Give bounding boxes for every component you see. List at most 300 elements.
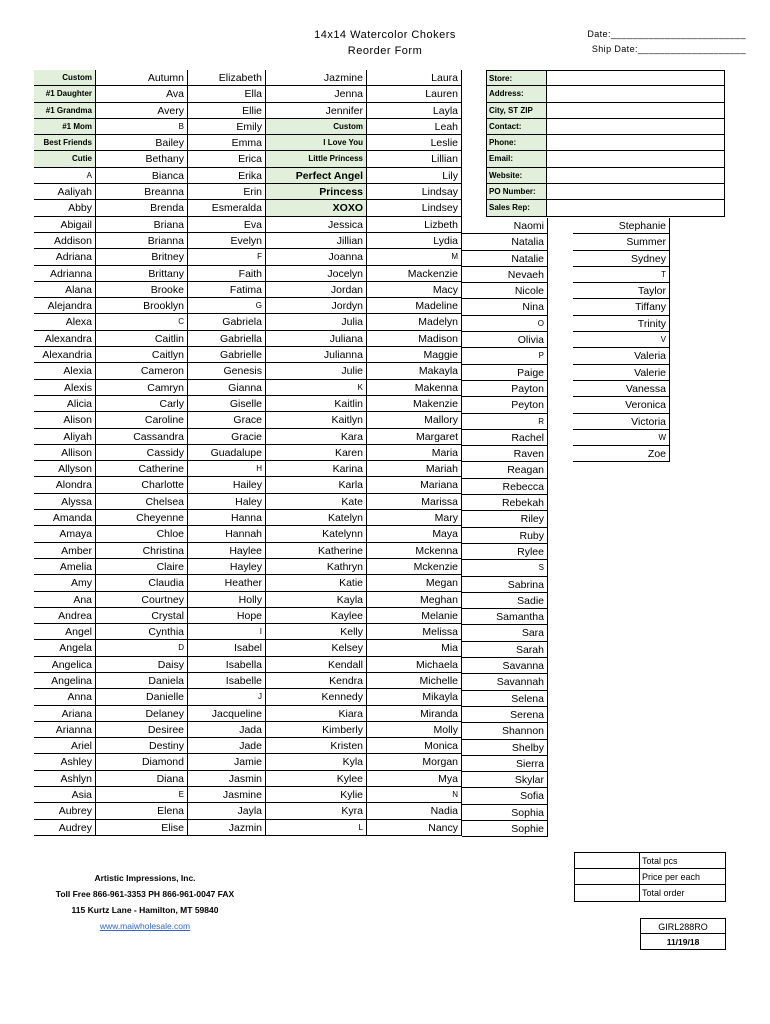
name-cell: Gabrielle xyxy=(188,347,266,363)
name-cell: Alondra xyxy=(34,477,96,493)
name-cell: Mikayla xyxy=(367,689,462,705)
name-cell: Nevaeh xyxy=(462,267,548,283)
name-cell: Reagan xyxy=(462,462,548,478)
name-cell: W xyxy=(573,430,670,446)
totals-table xyxy=(574,852,726,902)
name-cell: Amy xyxy=(34,575,96,591)
name-cell: Molly xyxy=(367,722,462,738)
store-info-label: City, ST ZIP xyxy=(486,103,547,119)
name-cell: S xyxy=(462,560,548,576)
name-cell: Valeria xyxy=(573,348,670,364)
name-cell: Hailey xyxy=(188,477,266,493)
store-info-field[interactable] xyxy=(547,135,725,151)
name-cell: Angel xyxy=(34,624,96,640)
name-cell: Gracie xyxy=(188,429,266,445)
name-cell: Courtney xyxy=(96,592,188,608)
name-cell: Caitlin xyxy=(96,331,188,347)
name-cell: Kylie xyxy=(266,787,367,803)
name-cell: Megan xyxy=(367,575,462,591)
name-cell: Diana xyxy=(96,771,188,787)
product-sku: GIRL288RO xyxy=(640,918,726,934)
name-cell: Veronica xyxy=(573,397,670,413)
name-cell: Taylor xyxy=(573,283,670,299)
name-cell: H xyxy=(188,461,266,477)
name-cell: Sophie xyxy=(462,821,548,837)
name-cell: Macy xyxy=(367,282,462,298)
name-cell: J xyxy=(188,689,266,705)
name-cell: Alicia xyxy=(34,396,96,412)
name-cell: Hayley xyxy=(188,559,266,575)
name-cell: Kara xyxy=(266,429,367,445)
name-cell: Briana xyxy=(96,217,188,233)
name-cell: Lauren xyxy=(367,86,462,102)
name-cell: Skylar xyxy=(462,772,548,788)
name-cell: Guadalupe xyxy=(188,445,266,461)
name-cell: Faith xyxy=(188,266,266,282)
name-cell: Nicole xyxy=(462,283,548,299)
name-cell: Stephanie xyxy=(573,218,670,234)
name-cell: Alexandria xyxy=(34,347,96,363)
name-cell: Melanie xyxy=(367,608,462,624)
name-cell: Caitlyn xyxy=(96,347,188,363)
name-cell: Cheyenne xyxy=(96,510,188,526)
name-cell: Joanna xyxy=(266,249,367,265)
name-cell: Evelyn xyxy=(188,233,266,249)
store-info-field[interactable] xyxy=(547,103,725,119)
name-cell: Crystal xyxy=(96,608,188,624)
name-column-6 xyxy=(462,218,548,837)
name-cell: Elise xyxy=(96,820,188,836)
name-cell: Alexandra xyxy=(34,331,96,347)
price-each-field[interactable] xyxy=(574,869,640,886)
name-cell: Aaliyah xyxy=(34,184,96,200)
name-cell: O xyxy=(462,316,548,332)
name-cell: Marissa xyxy=(367,494,462,510)
name-cell: Jada xyxy=(188,722,266,738)
company-phone: Toll Free 866-961-3353 PH 866-961-0047 FAX xyxy=(55,889,235,899)
name-cell: Alana xyxy=(34,282,96,298)
name-cell: Ella xyxy=(188,86,266,102)
name-cell: Ashley xyxy=(34,754,96,770)
name-cell: Karla xyxy=(266,477,367,493)
name-cell: Erin xyxy=(188,184,266,200)
name-cell: Maya xyxy=(367,526,462,542)
name-cell: G xyxy=(188,298,266,314)
name-cell: Brittany xyxy=(96,266,188,282)
name-cell: Amber xyxy=(34,543,96,559)
name-cell: Mackenzie xyxy=(367,266,462,282)
name-cell: Samantha xyxy=(462,609,548,625)
name-cell: Ashlyn xyxy=(34,771,96,787)
name-cell: Maria xyxy=(367,445,462,461)
name-cell: T xyxy=(573,267,670,283)
name-cell: Kelly xyxy=(266,624,367,640)
name-cell: Lindsay xyxy=(367,184,462,200)
name-cell: Claudia xyxy=(96,575,188,591)
name-cell: L xyxy=(266,820,367,836)
name-cell: Hannah xyxy=(188,526,266,542)
name-cell: Destiny xyxy=(96,738,188,754)
name-cell: Alexa xyxy=(34,314,96,330)
name-cell: Andrea xyxy=(34,608,96,624)
name-column-7 xyxy=(573,218,670,462)
name-cell: Katherine xyxy=(266,543,367,559)
name-cell: Ruby xyxy=(462,528,548,544)
name-cell: Custom xyxy=(34,70,96,86)
company-website-link[interactable]: www.maiwholesale.com xyxy=(99,921,191,931)
name-cell: Audrey xyxy=(34,820,96,836)
name-cell: Julianna xyxy=(266,347,367,363)
name-cell: Selena xyxy=(462,691,548,707)
name-cell: Allyson xyxy=(34,461,96,477)
name-cell: Brianna xyxy=(96,233,188,249)
name-cell: Summer xyxy=(573,234,670,250)
name-cell: Monica xyxy=(367,738,462,754)
name-cell: Melissa xyxy=(367,624,462,640)
name-cell: Bailey xyxy=(96,135,188,151)
name-cell: Alison xyxy=(34,412,96,428)
name-column-1 xyxy=(34,70,96,836)
company-info xyxy=(40,870,250,934)
name-cell: Mariah xyxy=(367,461,462,477)
name-cell: Mckenna xyxy=(367,543,462,559)
name-cell: Maggie xyxy=(367,347,462,363)
name-cell: Layla xyxy=(367,103,462,119)
name-cell: Cassidy xyxy=(96,445,188,461)
name-cell: Gianna xyxy=(188,380,266,396)
name-cell: Leah xyxy=(367,119,462,135)
date-label: Date:_________________________ xyxy=(587,29,746,39)
name-cell: Sadie xyxy=(462,593,548,609)
name-cell: Abby xyxy=(34,200,96,216)
name-cell: Kylee xyxy=(266,771,367,787)
store-info-values xyxy=(547,70,725,217)
name-cell: Avery xyxy=(96,103,188,119)
name-cell: K xyxy=(266,380,367,396)
name-cell: Lillian xyxy=(367,151,462,167)
name-cell: Natalia xyxy=(462,234,548,250)
name-cell: Lily xyxy=(367,168,462,184)
name-cell: Meghan xyxy=(367,592,462,608)
name-cell: Cynthia xyxy=(96,624,188,640)
name-cell: Claire xyxy=(96,559,188,575)
name-cell: Alyssa xyxy=(34,494,96,510)
name-cell: Sydney xyxy=(573,251,670,267)
name-cell: Sierra xyxy=(462,756,548,772)
name-cell: Savanna xyxy=(462,658,548,674)
name-cell: Vanessa xyxy=(573,381,670,397)
store-info-label: Sales Rep: xyxy=(486,200,547,216)
name-cell: Jenna xyxy=(266,86,367,102)
name-cell: Jade xyxy=(188,738,266,754)
store-info-field[interactable] xyxy=(547,151,725,167)
name-cell: Isabella xyxy=(188,657,266,673)
total-order-field[interactable] xyxy=(574,885,640,902)
name-cell: F xyxy=(188,249,266,265)
name-cell: Jocelyn xyxy=(266,266,367,282)
name-cell: Alejandra xyxy=(34,298,96,314)
name-cell: Gabriella xyxy=(188,331,266,347)
store-info-field[interactable] xyxy=(547,184,725,200)
name-cell: Kendra xyxy=(266,673,367,689)
name-cell: Makayla xyxy=(367,363,462,379)
store-info-label: Website: xyxy=(486,168,547,184)
name-cell: #1 Daughter xyxy=(34,86,96,102)
name-cell: Ariel xyxy=(34,738,96,754)
ship-date-label: Ship Date:____________________ xyxy=(591,44,746,54)
name-cell: B xyxy=(96,119,188,135)
name-cell: Angelina xyxy=(34,673,96,689)
name-cell: Mariana xyxy=(367,477,462,493)
store-info-label: Address: xyxy=(486,86,547,102)
name-cell: Arianna xyxy=(34,722,96,738)
name-cell: Kayla xyxy=(266,592,367,608)
name-cell: Savannah xyxy=(462,674,548,690)
store-info-label: Email: xyxy=(486,151,547,167)
name-cell: Ellie xyxy=(188,103,266,119)
name-cell: XOXO xyxy=(266,200,367,216)
name-cell: Alexis xyxy=(34,380,96,396)
name-column-4 xyxy=(266,70,367,836)
name-cell: Brooklyn xyxy=(96,298,188,314)
company-address: 115 Kurtz Lane - Hamilton, MT 59840 xyxy=(71,905,219,915)
name-cell: Jordan xyxy=(266,282,367,298)
name-cell: Little Princess xyxy=(266,151,367,167)
name-cell: Jordyn xyxy=(266,298,367,314)
name-cell: Adrianna xyxy=(34,266,96,282)
name-cell: Shelby xyxy=(462,740,548,756)
store-info-label: Contact: xyxy=(486,119,547,135)
name-cell: Brooke xyxy=(96,282,188,298)
name-cell: Perfect Angel xyxy=(266,168,367,184)
name-cell: Shannon xyxy=(462,723,548,739)
name-cell: Amelia xyxy=(34,559,96,575)
store-info-field[interactable] xyxy=(547,200,725,216)
name-cell: Sarah xyxy=(462,642,548,658)
name-cell: Miranda xyxy=(367,706,462,722)
name-cell: Jazmin xyxy=(188,820,266,836)
name-cell: Addison xyxy=(34,233,96,249)
name-cell: Jillian xyxy=(266,233,367,249)
name-cell: Amanda xyxy=(34,510,96,526)
name-cell: Danielle xyxy=(96,689,188,705)
price-each-label: Price per each xyxy=(640,869,726,886)
name-cell: Michelle xyxy=(367,673,462,689)
store-info-label: Store: xyxy=(486,70,547,86)
name-cell: Allison xyxy=(34,445,96,461)
name-cell: Isabel xyxy=(188,640,266,656)
name-cell: Asia xyxy=(34,787,96,803)
store-info-field[interactable] xyxy=(547,119,725,135)
name-cell: Jasmin xyxy=(188,771,266,787)
name-cell: Kiara xyxy=(266,706,367,722)
name-cell: Madison xyxy=(367,331,462,347)
name-cell: Jessica xyxy=(266,217,367,233)
name-cell: Heather xyxy=(188,575,266,591)
product-code-box xyxy=(640,918,726,950)
name-cell: Grace xyxy=(188,412,266,428)
name-cell: Eva xyxy=(188,217,266,233)
name-cell: Cutie xyxy=(34,151,96,167)
name-cell: Naomi xyxy=(462,218,548,234)
total-pcs-field[interactable] xyxy=(574,852,640,869)
name-cell: Genesis xyxy=(188,363,266,379)
name-cell: Madeline xyxy=(367,298,462,314)
name-cell: N xyxy=(367,787,462,803)
name-cell: Giselle xyxy=(188,396,266,412)
name-cell: Gabriela xyxy=(188,314,266,330)
store-info-field[interactable] xyxy=(547,168,725,184)
name-cell: Erica xyxy=(188,151,266,167)
name-cell: M xyxy=(367,249,462,265)
name-cell: Payton xyxy=(462,381,548,397)
name-cell: Nancy xyxy=(367,820,462,836)
name-cell: Nadia xyxy=(367,803,462,819)
date-fields xyxy=(560,27,746,57)
name-cell: Best Friends xyxy=(34,135,96,151)
name-cell: Angela xyxy=(34,640,96,656)
name-cell: Madelyn xyxy=(367,314,462,330)
name-cell: Cassandra xyxy=(96,429,188,445)
name-cell: I xyxy=(188,624,266,640)
name-cell: Britney xyxy=(96,249,188,265)
name-cell: Charlotte xyxy=(96,477,188,493)
name-cell: Emma xyxy=(188,135,266,151)
name-cell: Chelsea xyxy=(96,494,188,510)
name-cell: Lydia xyxy=(367,233,462,249)
name-cell: P xyxy=(462,348,548,364)
name-cell: Julie xyxy=(266,363,367,379)
name-cell: Laura xyxy=(367,70,462,86)
name-cell: Trinity xyxy=(573,316,670,332)
name-cell: Makenzie xyxy=(367,396,462,412)
name-cell: #1 Mom xyxy=(34,119,96,135)
name-column-5 xyxy=(367,70,462,836)
store-info-label: Phone: xyxy=(486,135,547,151)
name-cell: Sofia xyxy=(462,788,548,804)
name-cell: Carly xyxy=(96,396,188,412)
name-cell: Daisy xyxy=(96,657,188,673)
name-cell: Abigail xyxy=(34,217,96,233)
name-column-3 xyxy=(188,70,266,836)
name-cell: Paige xyxy=(462,365,548,381)
name-cell: Haley xyxy=(188,494,266,510)
name-cell: Emily xyxy=(188,119,266,135)
name-cell: Kathryn xyxy=(266,559,367,575)
name-cell: Juliana xyxy=(266,331,367,347)
name-cell: Morgan xyxy=(367,754,462,770)
name-cell: Anna xyxy=(34,689,96,705)
name-cell: Ava xyxy=(96,86,188,102)
name-cell: D xyxy=(96,640,188,656)
name-cell: Michaela xyxy=(367,657,462,673)
name-cell: Peyton xyxy=(462,397,548,413)
company-name: Artistic Impressions, Inc. xyxy=(94,873,196,883)
name-cell: Lindsey xyxy=(367,200,462,216)
name-cell: Kaitlyn xyxy=(266,412,367,428)
name-cell: Christina xyxy=(96,543,188,559)
name-cell: Lizbeth xyxy=(367,217,462,233)
name-cell: Elena xyxy=(96,803,188,819)
name-cell: Kaitlin xyxy=(266,396,367,412)
name-cell: Margaret xyxy=(367,429,462,445)
name-cell: Rachel xyxy=(462,430,548,446)
name-cell: Jazmine xyxy=(266,70,367,86)
name-cell: Sophia xyxy=(462,805,548,821)
name-cell: Haylee xyxy=(188,543,266,559)
store-info-labels xyxy=(486,70,547,217)
name-cell: Angelica xyxy=(34,657,96,673)
store-info-label: PO Number: xyxy=(486,184,547,200)
name-cell: Desiree xyxy=(96,722,188,738)
name-cell: Breanna xyxy=(96,184,188,200)
name-cell: Caroline xyxy=(96,412,188,428)
name-cell: Bianca xyxy=(96,168,188,184)
name-cell: Amaya xyxy=(34,526,96,542)
name-cell: Holly xyxy=(188,592,266,608)
name-cell: Mya xyxy=(367,771,462,787)
name-column-2 xyxy=(96,70,188,836)
name-cell: Cameron xyxy=(96,363,188,379)
name-cell: Sabrina xyxy=(462,577,548,593)
name-cell: Hope xyxy=(188,608,266,624)
name-cell: Rylee xyxy=(462,544,548,560)
name-cell: Mallory xyxy=(367,412,462,428)
name-cell: Tiffany xyxy=(573,299,670,315)
title-line-2: Reorder Form xyxy=(347,45,423,57)
name-cell: Brenda xyxy=(96,200,188,216)
name-cell: Diamond xyxy=(96,754,188,770)
name-cell: Mary xyxy=(367,510,462,526)
name-cell: Jasmine xyxy=(188,787,266,803)
store-info-field[interactable] xyxy=(547,70,725,86)
total-pcs-label: Total pcs xyxy=(640,852,726,869)
title-line-1: 14x14 Watercolor Chokers xyxy=(314,29,456,41)
name-cell: Karina xyxy=(266,461,367,477)
name-cell: Kristen xyxy=(266,738,367,754)
name-cell: Adriana xyxy=(34,249,96,265)
name-cell: Alexia xyxy=(34,363,96,379)
name-cell: Ana xyxy=(34,592,96,608)
name-cell: E xyxy=(96,787,188,803)
store-info-field[interactable] xyxy=(547,86,725,102)
name-cell: Victoria xyxy=(573,414,670,430)
name-cell: Mckenzie xyxy=(367,559,462,575)
name-cell: Serena xyxy=(462,707,548,723)
name-cell: C xyxy=(96,314,188,330)
name-cell: Kennedy xyxy=(266,689,367,705)
name-cell: Custom xyxy=(266,119,367,135)
name-cell: Camryn xyxy=(96,380,188,396)
name-cell: Riley xyxy=(462,511,548,527)
name-cell: Zoe xyxy=(573,446,670,462)
name-cell: Hanna xyxy=(188,510,266,526)
total-order-label: Total order xyxy=(640,885,726,902)
name-cell: Bethany xyxy=(96,151,188,167)
name-cell: #1 Grandma xyxy=(34,103,96,119)
name-cell: Olivia xyxy=(462,332,548,348)
name-cell: Princess xyxy=(266,184,367,200)
name-cell: Raven xyxy=(462,446,548,462)
name-cell: Kate xyxy=(266,494,367,510)
name-cell: Erika xyxy=(188,168,266,184)
name-cell: Mia xyxy=(367,640,462,656)
name-cell: Katelyn xyxy=(266,510,367,526)
name-cell: Delaney xyxy=(96,706,188,722)
name-cell: Jayla xyxy=(188,803,266,819)
name-cell: Kaylee xyxy=(266,608,367,624)
name-cell: R xyxy=(462,414,548,430)
